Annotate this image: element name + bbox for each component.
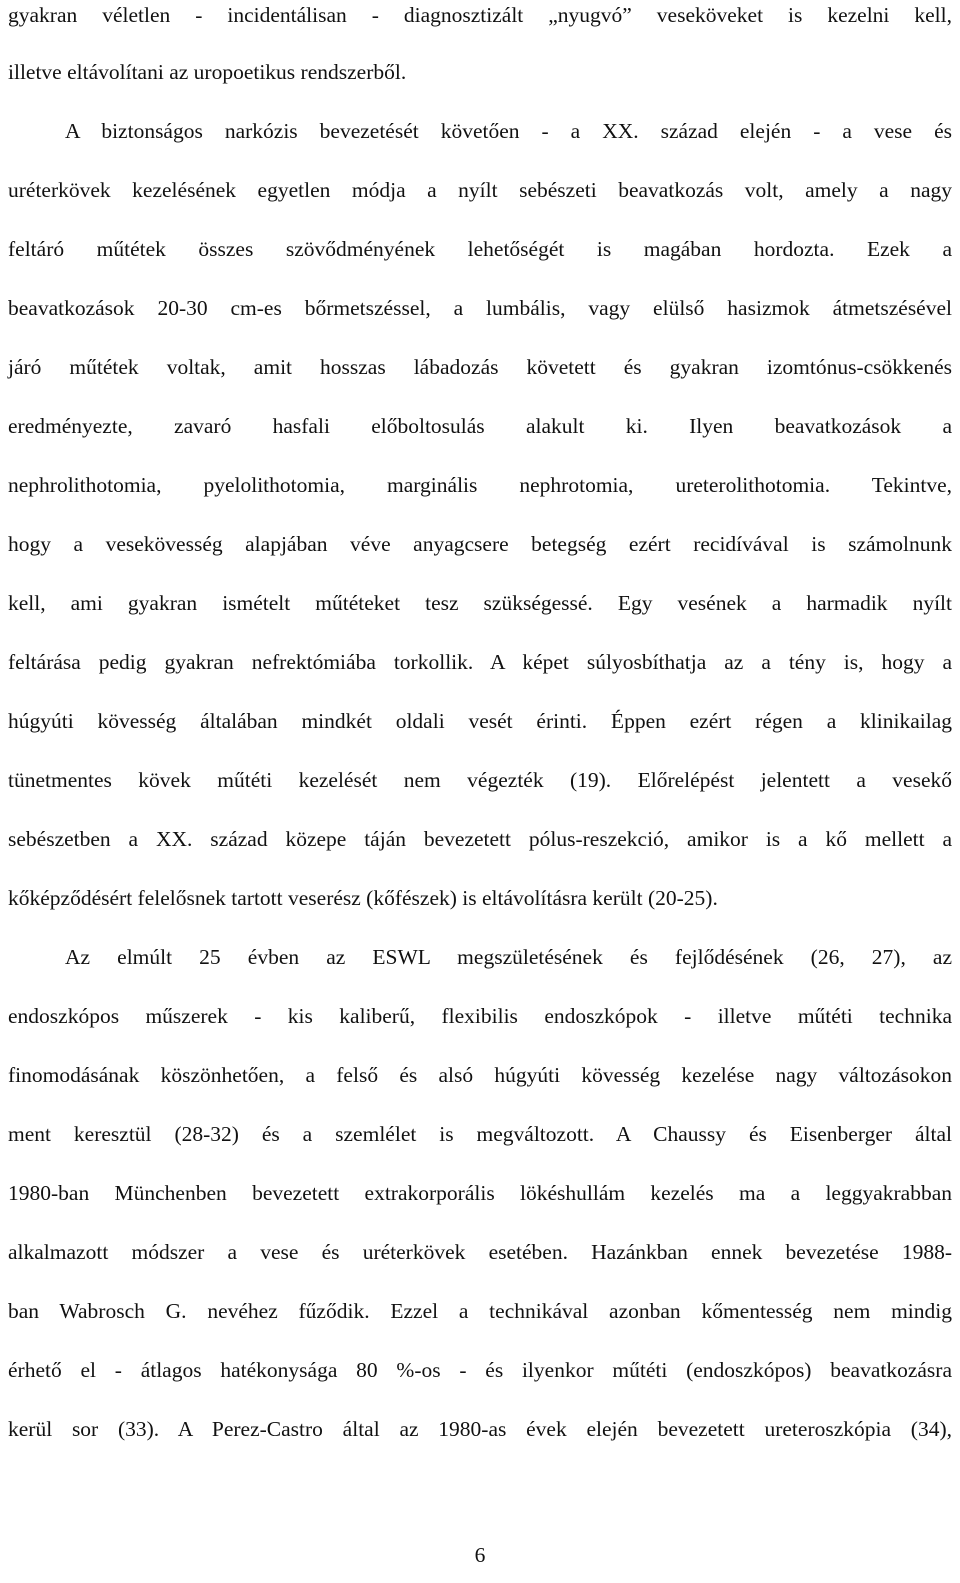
text-line: alkalmazott módszer a vese és uréterkövek esetében. Hazánkban ennek bevezetése 1988- <box>8 1240 952 1264</box>
text-line: húgyúti kövesség általában mindkét oldali vesét érinti. Éppen ezért régen a klinikailag <box>8 709 952 733</box>
text-line: ban Wabrosch G. nevéhez fűződik. Ezzel a technikával azonban kőmentesség nem mindig <box>8 1299 952 1323</box>
text-line: endoszkópos műszerek - kis kaliberű, flexibilis endoszkópok - illetve műtéti technika <box>8 1004 952 1028</box>
text-line: eredményezte, zavaró hasfali előboltosulás alakult ki. Ilyen beavatkozások a <box>8 414 952 438</box>
text-line: sebészetben a XX. század közepe táján bevezetett pólus-reszekció, amikor is a kő mellett a <box>8 827 952 851</box>
text-line: hogy a vesekövesség alapjában véve anyagcsere betegség ezért recidívával is számolnunk <box>8 532 952 556</box>
text-line: finomodásának köszönhetően, a felső és alsó húgyúti kövesség kezelése nagy változásokon <box>8 1063 952 1087</box>
text-line: Az elmúlt 25 évben az ESWL megszületésének és fejlődésének (26, 27), az <box>65 945 952 969</box>
text-line: uréterkövek kezelésének egyetlen módja a nyílt sebészeti beavatkozás volt, amely a nagy <box>8 178 952 202</box>
text-line: 1980-ban Münchenben bevezetett extrakorporális lökéshullám kezelés ma a leggyakrabban <box>8 1181 952 1205</box>
text-line: A biztonságos narkózis bevezetését követően - a XX. század elején - a vese és <box>65 119 952 143</box>
text-line: nephrolithotomia, pyelolithotomia, marginális nephrotomia, ureterolithotomia. Tekintve, <box>8 473 952 497</box>
text-line: kerül sor (33). A Perez-Castro által az 1980-as évek elején bevezetett ureteroszkópia (34), <box>8 1417 952 1441</box>
text-line: beavatkozások 20-30 cm-es bőrmetszéssel, a lumbális, vagy elülső hasizmok átmetszésével <box>8 296 952 320</box>
text-line: kell, ami gyakran ismételt műtéteket tesz szükségessé. Egy vesének a harmadik nyílt <box>8 591 952 615</box>
text-line: ment keresztül (28-32) és a szemlélet is megváltozott. A Chaussy és Eisenberger által <box>8 1122 952 1146</box>
text-line: érhető el - átlagos hatékonysága 80 %-os - és ilyenkor műtéti (endoszkópos) beavatkozásra <box>8 1358 952 1382</box>
text-line: tünetmentes kövek műtéti kezelését nem végezték (19). Előrelépést jelentett a vesekő <box>8 768 952 792</box>
text-line: járó műtétek voltak, amit hosszas lábadozás követett és gyakran izomtónus-csökkenés <box>8 355 952 379</box>
text-line: illetve eltávolítani az uropoetikus rendszerből. <box>8 60 407 84</box>
text-line: feltáró műtétek összes szövődményének lehetőségét is magában hordozta. Ezek a <box>8 237 952 261</box>
page-number: 6 <box>474 1543 486 1567</box>
text-line: feltárása pedig gyakran nefrektómiába torkollik. A képet súlyosbíthatja az a tény is, hogy a <box>8 650 952 674</box>
document-page <box>8 0 952 1583</box>
text-line: kőképződésért felelősnek tartott veserész (kőfészek) is eltávolításra került (20-25). <box>8 886 718 910</box>
text-line: gyakran véletlen - incidentálisan - diagnosztizált „nyugvó” veseköveket is kezelni kell, <box>8 3 952 27</box>
